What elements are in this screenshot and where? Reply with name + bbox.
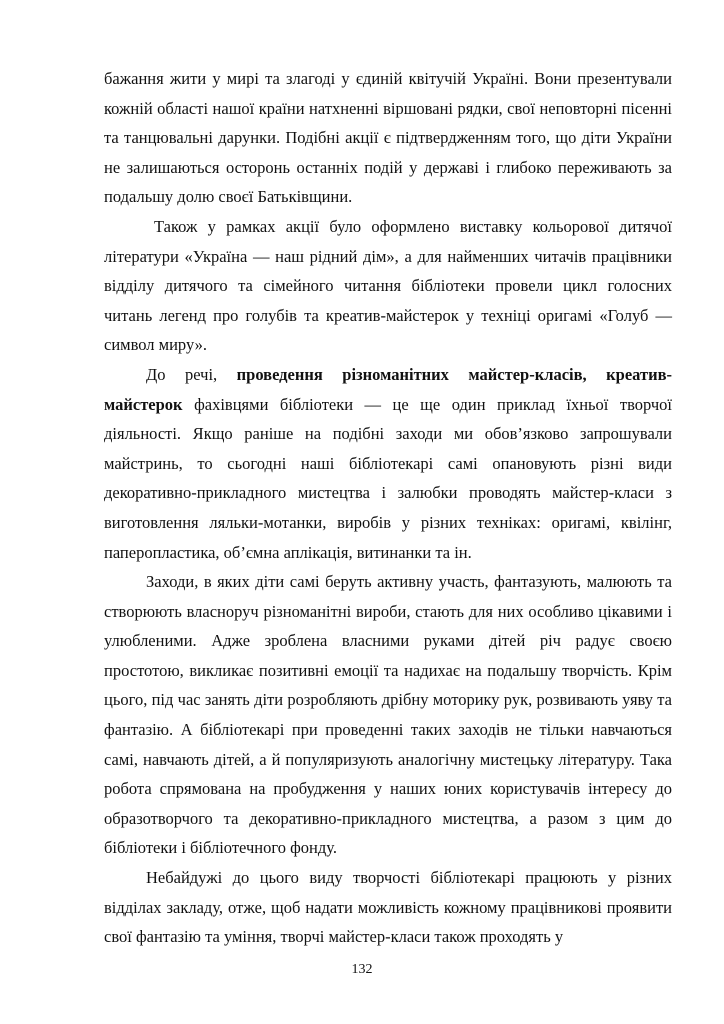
emphasized-phrase: проведення різноманітних майстер-класів, креатив-майстерок: [104, 364, 672, 414]
paragraph-departments: Небайдужі до цього виду творчості бібліотекарі працюють у різних відділах закладу, отже, щоб надати можливість кожному працівникові проявити свої фантазію та уміння, творчі майстер-класи також проходять у: [104, 868, 672, 947]
paragraph-master-classes: [104, 360, 672, 567]
paragraph-activities: Заходи, в яких діти самі беруть активну участь, фантазують, малюють та створюють власноруч різноманітні вироби, стають для них особливо цікавими і улюбленими. Адже зроблена власними руками дітей річ радує своєю простотою, викликає позитивні емоції та надихає на подальшу творчість. Крім цього, під час занять діти розробляють дрібну моторику рук, розвивають уяву та фантазію. А бібліотекарі при проведенні таких заходів не тільки навчаються самі, навчають дітей, а й популяризують аналогічну мистецьку літературу. Така робота спрямована на пробудження у наших юних користувачів інтересу до образотворчого та декоративно-прикладного мистецтва, а разом з цим до бібліотеки і бібліотечного фонду.: [104, 572, 672, 858]
page-number: 132: [351, 962, 373, 977]
paragraph-remainder: фахівцями бібліотеки — це ще один приклад їхньої творчої діяльності. Якщо раніше на подібні заходи ми обов’язково запрошували майстринь, то сьогодні наші бібліотекарі самі опановують різні види декоративно-прикладного мистецтва і залюбки проводять майстер-класи з виготовлення ляльки-мотанки, виробів у різних техніках: оригамі, квілінг, паперопластика, об’ємна аплікація, витинанки та ін.: [104, 394, 672, 562]
paragraph-lead-in: До речі,: [146, 364, 237, 384]
paragraph-exhibition: Також у рамках акції було оформлено виставку кольорової дитячої літератури «Україна — наш рідний дім», а для найменших читачів працівники відділу дитячого та сімейного читання бібліотеки провели цикл голосних читань легенд про голубів та креатив-майстерок у техніці оригамі «Голуб — символ миру».: [104, 216, 672, 355]
paragraph-continuation: бажання жити у мирі та злагоді у єдиній квітучій Україні. Вони презентували кожній області нашої країни натхненні віршовані рядки, свої неповторні пісенні та танцювальні дарунки. Подібні акції є підтвердженням того, що діти України не залишаються осторонь останніх подій у державі і глибоко переживають за подальшу долю своєї Батьківщини.: [104, 69, 672, 207]
body-text: [104, 64, 672, 952]
